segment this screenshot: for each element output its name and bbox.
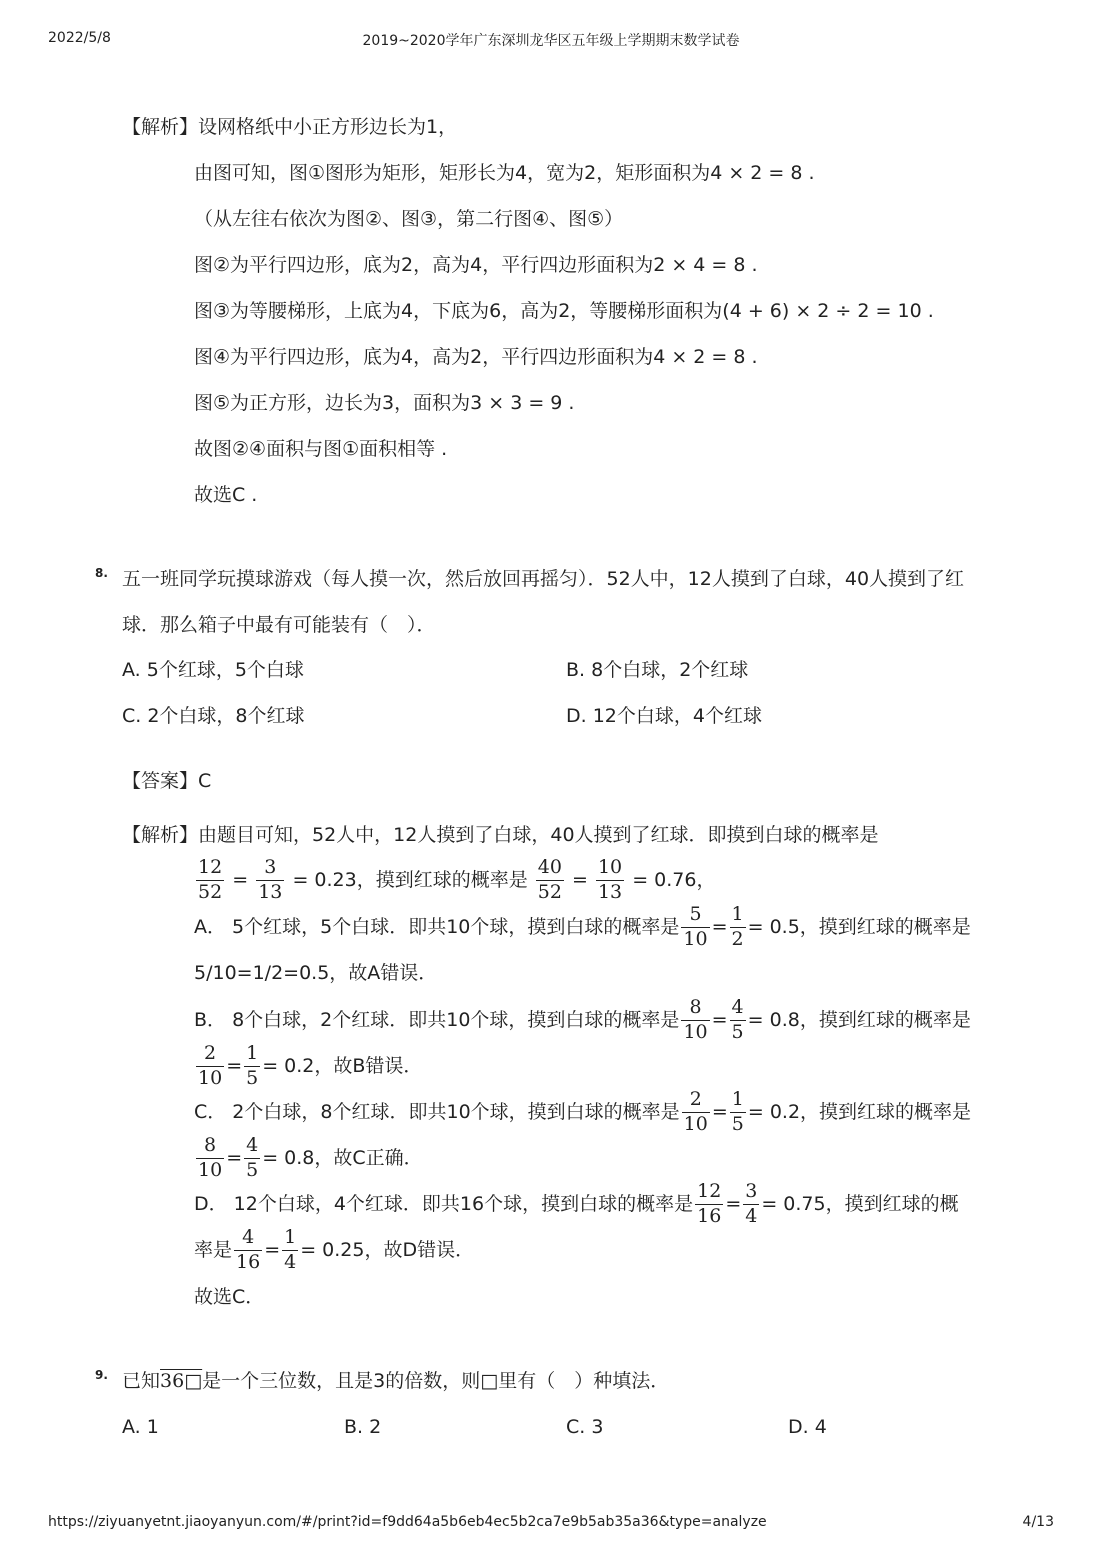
fraction: $\frac{10}{13}$	[597, 856, 623, 903]
analysis-line: 【解析】设网格纸中小正方形边长为1，	[122, 116, 458, 138]
answer-label: 【答案】C	[122, 770, 212, 792]
analysis-line: （从左往右依次为图②、图③，第二行图④、图⑤）	[194, 208, 624, 230]
analysis-line: 5/10=1/2=0.5，故A错误．	[194, 962, 438, 984]
analysis-line: 【解析】由题目可知，52人中，12人摸到了白球，40人摸到了红球．即摸到白球的概率是	[122, 824, 879, 846]
analysis-line: 故选C．	[194, 1286, 265, 1308]
option-a[interactable]: A. 5个红球，5个白球	[122, 659, 304, 681]
analysis-formula-line: D． 12个白球，4个红球．即共16个球，摸到白球的概率是 $\frac{12}{16}$ = $\frac{3}{4}$ = 0.75，摸到红球的概	[194, 1180, 959, 1227]
analysis-line: 由图可知，图①图形为矩形，矩形长为4，宽为2，矩形面积为4 × 2 = 8 .	[194, 162, 815, 184]
fraction: $\frac{40}{52}$	[537, 856, 562, 903]
question-stem: 球．那么箱子中最有可能装有（ ）．	[122, 614, 436, 636]
fraction: $\frac{4}{5}$	[731, 996, 744, 1043]
fraction: $\frac{3}{13}$	[258, 856, 283, 903]
analysis-formula-line: A． 5个红球，5个白球．即共10个球，摸到白球的概率是 $\frac{5}{10}$ = $\frac{1}{2}$ = 0.5，摸到红球的概率是	[194, 903, 971, 950]
fraction: $\frac{4}{16}$	[236, 1226, 261, 1273]
analysis-line: 图③为等腰梯形，上底为4，下底为6，高为2，等腰梯形面积为(4 + 6) × 2 ÷ 2 = 10 .	[194, 300, 934, 322]
fraction: $\frac{12}{52}$	[198, 856, 223, 903]
print-date: 2022/5/8	[48, 30, 111, 46]
analysis-line: 图⑤为正方形，边长为3，面积为3 × 3 = 9 .	[194, 392, 575, 414]
overlined-number: 36□	[160, 1370, 203, 1392]
fraction: $\frac{3}{4}$	[745, 1180, 758, 1227]
question-stem: 五一班同学玩摸球游戏（每人摸一次，然后放回再摇匀）．52人中，12人摸到了白球，40人摸到了红	[122, 568, 965, 590]
page-number: 4/13	[1022, 1514, 1054, 1530]
document-title: 2019~2020学年广东深圳龙华区五年级上学期期末数学试卷	[362, 33, 740, 49]
fraction: $\frac{5}{10}$	[683, 903, 708, 950]
fraction: $\frac{1}{5}$	[246, 1042, 259, 1089]
fraction: $\frac{4}{5}$	[246, 1134, 259, 1181]
fraction: $\frac{1}{4}$	[284, 1226, 297, 1273]
fraction: $\frac{2}{10}$	[198, 1042, 223, 1089]
option-c[interactable]: C. 2个白球，8个红球	[122, 705, 305, 727]
option-b[interactable]: B. 2	[344, 1416, 382, 1438]
question-number: 9.	[95, 1368, 108, 1382]
analysis-formula-line: $\frac{8}{10}$ = $\frac{4}{5}$ = 0.8，故C正确．	[198, 1134, 423, 1181]
option-d[interactable]: D. 12个白球，4个红球	[566, 705, 762, 727]
fraction: $\frac{1}{2}$	[731, 903, 744, 950]
analysis-line: 图④为平行四边形，底为4，高为2，平行四边形面积为4 × 2 = 8 .	[194, 346, 758, 368]
option-d[interactable]: D. 4	[788, 1416, 827, 1438]
question-number: 8.	[95, 566, 108, 580]
fraction: $\frac{2}{10}$	[683, 1088, 708, 1135]
analysis-formula-line: $\frac{2}{10}$ = $\frac{1}{5}$ = 0.2，故B错误．	[198, 1042, 423, 1089]
fraction: $\frac{12}{16}$	[697, 1180, 722, 1227]
fraction: $\frac{1}{5}$	[731, 1088, 744, 1135]
analysis-formula-line: $\frac{12}{52}$ = $\frac{3}{13}$ = 0.23，摸到红球的概率是 $\frac{40}{52}$ = $\frac{10}{13}$ = 0.76，	[198, 856, 716, 903]
analysis-formula-line: 率是 $\frac{4}{16}$ = $\frac{1}{4}$ = 0.25，故D错误．	[194, 1226, 475, 1273]
fraction: $\frac{8}{10}$	[683, 996, 708, 1043]
option-b[interactable]: B. 8个白球，2个红球	[566, 659, 749, 681]
analysis-line: 故选C .	[194, 484, 258, 506]
fraction: $\frac{8}{10}$	[198, 1134, 223, 1181]
question-stem: 已知36□是一个三位数，且是3的倍数，则□里有（ ）种填法．	[122, 1370, 670, 1392]
analysis-line: 故图②④面积与图①面积相等 .	[194, 438, 448, 460]
analysis-line: 图②为平行四边形，底为2，高为4，平行四边形面积为2 × 4 = 8 .	[194, 254, 758, 276]
page-url[interactable]: https://ziyuanyetnt.jiaoyanyun.com/#/print?id=f9dd64a5b6eb4ec5b2ca7e9b5ab35a36&type=analyze	[48, 1514, 767, 1530]
option-c[interactable]: C. 3	[566, 1416, 604, 1438]
analysis-formula-line: B． 8个白球，2个红球．即共10个球，摸到白球的概率是 $\frac{8}{10}$ = $\frac{4}{5}$ = 0.8，摸到红球的概率是	[194, 996, 971, 1043]
analysis-formula-line: C． 2个白球，8个红球．即共10个球，摸到白球的概率是 $\frac{2}{10}$ = $\frac{1}{5}$ = 0.2，摸到红球的概率是	[194, 1088, 972, 1135]
option-a[interactable]: A. 1	[122, 1416, 159, 1438]
